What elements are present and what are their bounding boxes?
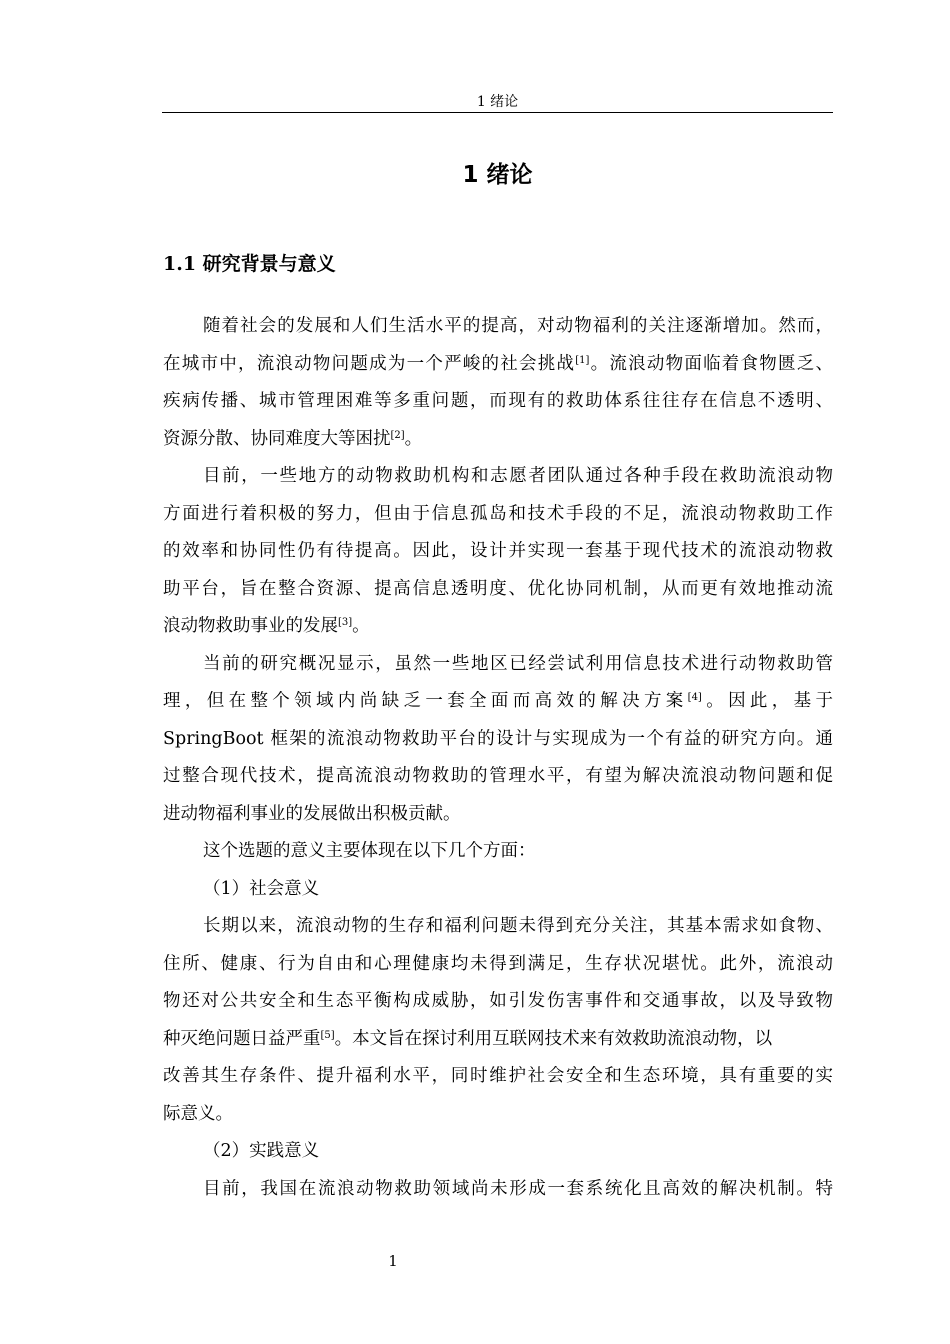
text-line (163, 1021, 833, 1059)
page-number: 1 (388, 1252, 398, 1270)
text-line (163, 1096, 833, 1134)
line-text: 当前的研究概况显示，虽然一些地区已经尝试利用信息技术进行动物救助管 (203, 653, 833, 674)
text-line (163, 721, 833, 759)
line-text: 住所、健康、行为自由和心理健康均未得到满足，生存状况堪忧。此外，流浪动 (163, 953, 833, 974)
line-text: 际意义。 (163, 1103, 233, 1124)
line-text: 长期以来，流浪动物的生存和福利问题未得到充分关注，其基本需求如食物、 (203, 916, 833, 936)
line-text-tail: 。因此，基于 (701, 691, 833, 711)
line-text: 目前，我国在流浪动物救助领域尚未形成一套系统化且高效的解决机制。特 (203, 1178, 833, 1199)
line-text: 随着社会的发展和人们生活水平的提高，对动物福利的关注逐渐增加。然而， (203, 316, 833, 336)
text-line (163, 571, 833, 609)
text-line (163, 421, 833, 459)
line-text: SpringBoot 框架的流浪动物救助平台的设计与实现成为一个有益的研究方向。通 (163, 728, 833, 749)
citation-ref: [4] (687, 692, 702, 703)
header-rule (162, 112, 833, 113)
text-line (163, 533, 833, 571)
citation-ref: [5] (320, 1029, 335, 1041)
text-line (163, 496, 833, 534)
citation-ref: [2] (390, 429, 405, 441)
line-text: 目前，一些地方的动物救助机构和志愿者团队通过各种手段在救助流浪动物 (203, 466, 833, 486)
line-text: 过整合现代技术，提高流浪动物救助的管理水平，有望为解决流浪动物问题和促 (163, 766, 833, 786)
line-text: 疾病传播、城市管理困难等多重问题，而现有的救助体系往往存在信息不透明、 (163, 391, 833, 411)
line-text: 的效率和协同性仍有待提高。因此，设计并实现一套基于现代技术的流浪动物救 (163, 541, 833, 561)
line-text: 在城市中，流浪动物问题成为一个严峻的社会挑战 (163, 353, 576, 374)
text-line (163, 646, 833, 684)
line-text: 理，但在整个领域内尚缺乏一套全面而高效的解决方案 (163, 691, 688, 711)
text-line (163, 833, 833, 871)
running-header: 1 绪论 (476, 94, 519, 110)
text-line (163, 946, 833, 984)
text-line (163, 908, 833, 946)
text-line (163, 1171, 833, 1209)
text-line (163, 796, 833, 834)
line-text: 种灭绝问题日益严重 (163, 1028, 321, 1049)
text-line (163, 758, 833, 796)
text-line (163, 1058, 833, 1096)
line-text-tail: 。流浪动物面临着食物匮乏、 (589, 353, 833, 374)
text-line (163, 346, 833, 384)
line-text-tail: 。 (352, 616, 370, 636)
body-text (163, 308, 833, 1208)
text-line (163, 383, 833, 421)
line-text: （2）实践意义 (203, 1141, 320, 1161)
line-text: 资源分散、协同难度大等困扰 (163, 428, 391, 449)
line-text: 浪动物救助事业的发展 (163, 616, 338, 636)
line-text: 助平台，旨在整合资源、提高信息透明度、优化协同机制，从而更有效地推动流 (163, 578, 833, 599)
line-text: （1）社会意义 (203, 878, 320, 899)
citation-ref: [3] (338, 617, 353, 628)
section-title: 1.1 研究背景与意义 (163, 253, 336, 275)
citation-ref: [1] (575, 354, 590, 366)
line-text: 物还对公共安全和生态平衡构成威胁，如引发伤害事件和交通事故，以及导致物 (163, 991, 833, 1011)
line-text: 改善其生存条件、提升福利水平，同时维护社会安全和生态环境，具有重要的实 (163, 1066, 833, 1086)
chapter-title: 1 绪论 (462, 162, 533, 188)
line-text-tail: 。 (404, 428, 423, 449)
text-line (163, 608, 833, 646)
line-text: 这个选题的意义主要体现在以下几个方面： (203, 841, 536, 861)
text-line (163, 308, 833, 346)
text-line (163, 458, 833, 496)
line-text-tail: 。本文旨在探讨利用互联网技术来有效救助流浪动物，以 (334, 1028, 773, 1049)
text-line (163, 983, 833, 1021)
text-line (163, 1133, 833, 1171)
line-text: 方面进行着积极的努力，但由于信息孤岛和技术手段的不足，流浪动物救助工作 (163, 503, 833, 524)
text-line (163, 871, 833, 909)
text-line (163, 683, 833, 721)
line-text: 进动物福利事业的发展做出积极贡献。 (163, 803, 461, 824)
